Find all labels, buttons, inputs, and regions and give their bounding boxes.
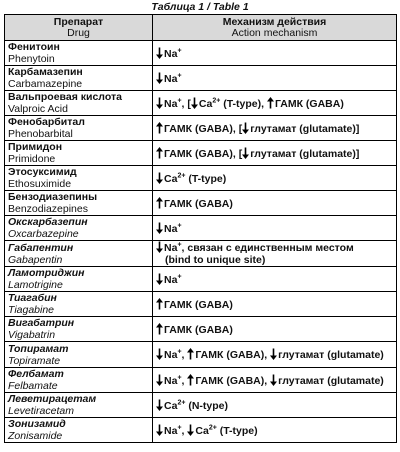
drug-name-en: Zonisamide: [8, 430, 63, 442]
mechanism-text: [156, 122, 396, 135]
drug-name-en: Phenobarbital: [8, 128, 73, 140]
mechanism-fragment: ГАМК (GABA): [164, 197, 233, 210]
mechanism-cell: [153, 368, 397, 393]
mechanism-text: [156, 323, 396, 336]
drug-cell: [5, 368, 153, 393]
arrow-up-icon: [156, 298, 163, 310]
mechanism-fragment: Na: [164, 273, 178, 286]
arrow-up-icon: [156, 122, 163, 134]
table-row: [5, 66, 397, 91]
mechanism-fragment: Na: [164, 349, 178, 361]
mechanism-text: [156, 399, 396, 412]
superscript: +: [177, 47, 182, 54]
table-row: [5, 141, 397, 166]
mechanism-fragment: Na: [164, 47, 178, 60]
table-caption: Таблица 1 / Table 1: [151, 1, 249, 13]
table-row: [5, 317, 397, 342]
drug-name-ru: Фенобарбитал: [8, 116, 85, 128]
drug-cell: [5, 141, 153, 166]
mechanism-fragment: (N-type): [185, 399, 229, 412]
mechanism-text: [156, 222, 396, 235]
drug-name-ru: Примидон: [8, 141, 63, 153]
mechanism-fragment: Ca: [198, 97, 213, 110]
table-row: [5, 91, 397, 116]
drug-mechanism-table: [4, 14, 397, 443]
arrow-down-icon: [242, 122, 249, 134]
mechanism-fragment: Ca: [164, 172, 178, 185]
arrow-down-icon: [156, 222, 163, 234]
mechanism-fragment: Ca: [195, 424, 209, 437]
mechanism-fragment: Na: [164, 242, 178, 254]
drug-name-en: Carbamazepine: [8, 78, 83, 90]
drug-name-ru: Фелбамат: [8, 368, 64, 380]
arrow-up-icon: [267, 97, 274, 109]
drug-cell: [5, 91, 153, 116]
table-header-row: [5, 15, 397, 41]
table-row: [5, 418, 397, 443]
table-row: [5, 41, 397, 66]
drug-cell: [5, 418, 153, 443]
mechanism-text: [156, 273, 396, 286]
drug-cell: [5, 317, 153, 342]
arrow-down-icon: [270, 348, 277, 360]
arrow-down-icon: [156, 348, 163, 360]
drug-cell: [5, 191, 153, 216]
arrow-down-icon: [156, 97, 163, 109]
arrow-down-icon: [242, 147, 249, 159]
mechanism-text: [156, 241, 396, 266]
superscript: +: [177, 72, 182, 79]
mechanism-fragment: ГАМК (GABA): [164, 298, 233, 311]
mechanism-cell: [153, 418, 397, 443]
superscript: 2+: [212, 97, 221, 104]
table-row: [5, 191, 397, 216]
table-row: [5, 241, 397, 267]
mechanism-fragment: (T-type): [185, 172, 227, 185]
mechanism-text: [156, 97, 396, 110]
superscript: +: [177, 97, 182, 104]
drug-cell: [5, 342, 153, 368]
mechanism-fragment: ГАМК (GABA), [: [164, 147, 243, 160]
arrow-down-icon: [187, 424, 194, 436]
mechanism-fragment: Na: [164, 424, 178, 437]
arrow-down-icon: [156, 172, 163, 184]
drug-name-en: Oxcarbazepine: [8, 228, 79, 240]
drug-name-en: Vigabatrin: [8, 329, 56, 341]
drug-name-en: Topiramate: [8, 354, 61, 367]
arrow-down-icon: [156, 273, 163, 285]
arrow-up-icon: [156, 147, 163, 159]
header-drug-en: Drug: [67, 26, 90, 39]
superscript: 2+: [177, 172, 186, 179]
superscript: +: [177, 348, 182, 356]
mechanism-fragment: Na: [164, 97, 178, 110]
superscript: +: [177, 374, 182, 381]
header-drug-ru: Препарат: [53, 15, 104, 28]
drug-cell: [5, 267, 153, 292]
mechanism-fragment: Na: [164, 222, 178, 235]
arrow-up-icon: [156, 323, 163, 335]
drug-name-ru: Карбамазепин: [8, 66, 83, 78]
mechanism-text: [156, 424, 396, 437]
mechanism-text: [156, 147, 396, 160]
mechanism-cell: [153, 91, 397, 116]
drug-name-ru: Вигабатрин: [8, 317, 75, 329]
drug-name-ru: Этосуксимид: [8, 166, 77, 178]
drug-name-en: Primidone: [8, 153, 56, 165]
mechanism-fragment: (T-type),: [220, 97, 267, 110]
mechanism-fragment: Na: [164, 72, 178, 85]
drug-cell: [5, 292, 153, 317]
drug-name-en: Gabapentin: [8, 253, 63, 266]
mechanism-text: [156, 47, 396, 60]
mechanism-fragment: ГАМК (GABA),: [195, 349, 271, 361]
mechanism-fragment: (T-type): [216, 424, 258, 437]
drug-name-en: Ethosuximide: [8, 178, 72, 190]
drug-cell: [5, 393, 153, 418]
drug-name-ru: Зонизамид: [8, 418, 66, 430]
drug-name-en: Tiagabine: [8, 304, 55, 316]
table-row: [5, 267, 397, 292]
mechanism-cell: [153, 292, 397, 317]
mechanism-cell: [153, 141, 397, 166]
drug-name-en: Benzodiazepines: [8, 203, 88, 215]
mechanism-cell: [153, 191, 397, 216]
header-drug: [5, 15, 153, 41]
drug-cell: [5, 41, 153, 66]
mechanism-cell: [153, 66, 397, 91]
mechanism-fragment: Na: [164, 374, 178, 387]
mechanism-cell: [153, 267, 397, 292]
superscript: +: [177, 424, 182, 431]
mechanism-fragment: глутамат (glutamate)]: [250, 122, 360, 135]
drug-name-en: Phenytoin: [8, 53, 55, 65]
mechanism-cell: [153, 116, 397, 141]
mechanism-cell: [153, 216, 397, 241]
mechanism-fragment: ,: [181, 424, 188, 437]
drug-name-en: Lamotrigine: [8, 279, 63, 291]
arrow-down-icon: [270, 374, 277, 386]
mechanism-fragment: (bind to unique site): [165, 254, 266, 266]
drug-name-ru: Вальпроевая кислота: [8, 91, 122, 103]
table-row: [5, 393, 397, 418]
drug-name-ru: Фенитоин: [8, 41, 60, 53]
mechanism-text: [156, 348, 396, 361]
superscript: 2+: [177, 399, 186, 406]
mechanism-fragment: Ca: [164, 399, 178, 412]
mechanism-fragment: ГАМК (GABA): [164, 323, 233, 336]
drug-name-ru: Тиагабин: [8, 292, 57, 304]
arrow-down-icon: [156, 424, 163, 436]
mechanism-fragment: глутамат (glutamate): [278, 374, 384, 387]
mechanism-text: [156, 197, 396, 210]
arrow-down-icon: [156, 374, 163, 386]
mechanism-cell: [153, 41, 397, 66]
mechanism-fragment: глутамат (glutamate)]: [250, 147, 360, 160]
table-row: [5, 116, 397, 141]
superscript: +: [177, 222, 182, 229]
mechanism-fragment: глутамат (glutamate): [278, 349, 384, 361]
mechanism-cell: [153, 241, 397, 267]
table-row: [5, 342, 397, 368]
header-mechanism: [153, 15, 397, 41]
mechanism-fragment: ГАМК (GABA): [274, 97, 344, 110]
header-mechanism-ru: Механизм действия: [222, 15, 327, 28]
superscript: 2+: [208, 424, 217, 431]
arrow-down-icon: [156, 47, 163, 59]
drug-cell: [5, 216, 153, 241]
arrow-up-icon: [187, 348, 194, 360]
drug-name-ru: Окскарбазепин: [8, 216, 88, 228]
table-row: [5, 292, 397, 317]
mechanism-fragment: ГАМК (GABA),: [195, 374, 271, 387]
mechanism-text: [156, 72, 396, 85]
drug-cell: [5, 241, 153, 267]
header-mechanism-en: Action mechanism: [231, 26, 318, 39]
drug-name-en: Levetiracetam: [8, 405, 74, 417]
table-row: [5, 216, 397, 241]
mechanism-cell: [153, 166, 397, 191]
drug-name-ru: Бензодиазепины: [8, 191, 98, 203]
mechanism-fragment: ,: [181, 349, 188, 361]
mechanism-cell: [153, 342, 397, 368]
drug-cell: [5, 166, 153, 191]
mechanism-fragment: ,: [181, 374, 188, 387]
mechanism-text: [156, 298, 396, 311]
mechanism-fragment: , связан с единственным местом: [181, 242, 354, 254]
arrow-down-icon: [156, 399, 163, 411]
superscript: +: [177, 241, 182, 249]
arrow-down-icon: [156, 72, 163, 84]
table-row: [5, 368, 397, 393]
arrow-up-icon: [187, 374, 194, 386]
drug-name-en: Felbamate: [8, 380, 58, 392]
arrow-up-icon: [156, 197, 163, 209]
arrow-down-icon: [156, 241, 163, 253]
superscript: +: [177, 273, 182, 280]
arrow-down-icon: [191, 97, 198, 109]
mechanism-text: [156, 374, 396, 387]
mechanism-cell: [153, 393, 397, 418]
drug-name-en: Valproic Acid: [8, 103, 68, 115]
mechanism-cell: [153, 317, 397, 342]
drug-name-ru: Топирамат: [8, 342, 69, 355]
drug-name-ru: Ламотриджин: [8, 267, 85, 279]
mechanism-text: [156, 172, 396, 185]
drug-cell: [5, 66, 153, 91]
table-body: [5, 41, 397, 443]
drug-name-ru: Леветирацетам: [8, 393, 97, 405]
table-row: [5, 166, 397, 191]
drug-cell: [5, 116, 153, 141]
mechanism-fragment: , [: [181, 97, 191, 110]
drug-name-ru: Габапентин: [8, 241, 74, 254]
mechanism-fragment: ГАМК (GABA), [: [164, 122, 243, 135]
